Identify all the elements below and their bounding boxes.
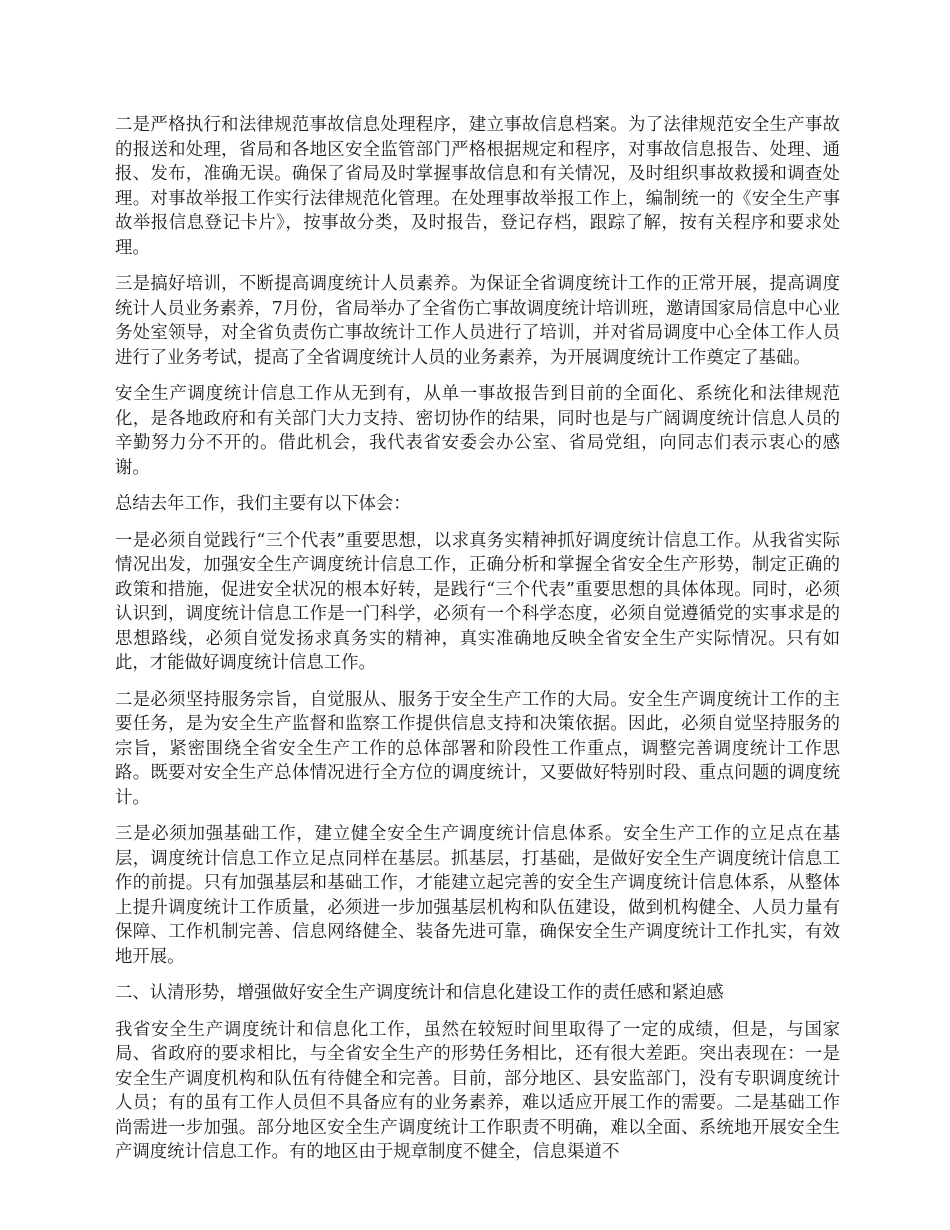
section-heading-situation: 二、认清形势，增强做好安全生产调度统计和信息化建设工作的责任感和紧迫感	[115, 983, 724, 1003]
paragraph-training: 三是搞好培训，不断提高调度统计人员素养。为保证全省调度统计工作的正常开展，提高调度统计人员业务素养，7月份，省局举办了全省伤亡事故调度统计培训班，邀请国家局信息中心业务处室领导，对全省负责伤亡事故统计工作人员进行了培训，并对省局调度中心全体工作人员进行了业务考试，提高了全省调度统计人员的业务素养，为开展调度统计工作奠定了基础。	[115, 274, 840, 368]
paragraph-grassroots-foundation: 三是必须加强基础工作，建立健全安全生产调度统计信息体系。安全生产工作的立足点在基层，调度统计信息工作立足点同样在基层。抓基层，打基础，是做好安全生产调度统计信息工作的前提。只有加强基层和基础工作，才能建立起完善的安全生产调度统计信息体系，从整体上提升调度统计工作质量，必须进一步加强基层机构和队伍建设，做到机构健全、人员力量有保障、工作机制完善、信息网络健全、装备先进可靠，确保安全生产调度统计工作扎实，有效地开展。	[115, 824, 840, 967]
paragraph-thanks: 安全生产调度统计信息工作从无到有，从单一事故报告到目前的全面化、系统化和法律规范化，是各地政府和有关部门大力支持、密切协作的结果，同时也是与广阔调度统计信息人员的辛勤努力分不开的。借此机会，我代表省安委会办公室、省局党组，向同志们表示衷心的感谢。	[115, 384, 840, 478]
paragraph-three-represents: 一是必须自觉践行“三个代表”重要思想，以求真务实精神抓好调度统计信息工作。从我省实际情况出发，加强安全生产调度统计信息工作，正确分析和掌握全省安全生产形势，制定正确的政策和措施，促进安全状况的根本好转，是践行“三个代表”重要思想的具体体现。同时，必须认识到，调度统计信息工作是一门科学，必须有一个科学态度，必须自觉遵循党的实事求是的思想路线，必须自觉发扬求真务实的精神，真实准确地反映全省安全生产实际情况。只有如此，才能做好调度统计信息工作。	[115, 530, 840, 673]
paragraph-summary-intro: 总结去年工作，我们主要有以下体会：	[115, 494, 411, 514]
document-body	[115, 113, 840, 1177]
paragraph-service-purpose: 二是必须坚持服务宗旨，自觉服从、服务于安全生产工作的大局。安全生产调度统计工作的主要任务，是为安全生产监督和监察工作提供信息支持和决策依据。因此，必须自觉坚持服务的宗旨，紧密围绕全省安全生产工作的总体部署和阶段性工作重点，调整完善调度统计工作思路。既要对安全生产总体情况进行全方位的调度统计，又要做好特别时段、重点问题的调度统计。	[115, 689, 840, 808]
paragraph-gaps: 我省安全生产调度统计和信息化工作，虽然在较短时间里取得了一定的成绩，但是，与国家局、省政府的要求相比，与全省安全生产的形势任务相比，还有很大差距。突出表现在：一是安全生产调度机构和队伍有待健全和完善。目前，部分地区、县安监部门，没有专职调度统计人员；有的虽有工作人员但不具备应有的业务素养，难以适应开展工作的需要。二是基础工作尚需进一步加强。部分地区安全生产调度统计工作职责不明确，难以全面、系统地开展安全生产调度统计信息工作。有的地区由于规章制度不健全，信息渠道不	[115, 1019, 840, 1162]
paragraph-accident-info-procedure: 二是严格执行和法律规范事故信息处理程序，建立事故信息档案。为了法律规范安全生产事故的报送和处理，省局和各地区安全监管部门严格根据规定和程序，对事故信息报告、处理、通报、发布，准确无误。确保了省局及时掌握事故信息和有关情况，及时组织事故救援和调查处理。对事故举报工作实行法律规范化管理。在处理事故举报工作上，编制统一的《安全生产事故举报信息登记卡片》，按事故分类，及时报告，登记存档，跟踪了解，按有关程序和要求处理。	[115, 115, 840, 258]
